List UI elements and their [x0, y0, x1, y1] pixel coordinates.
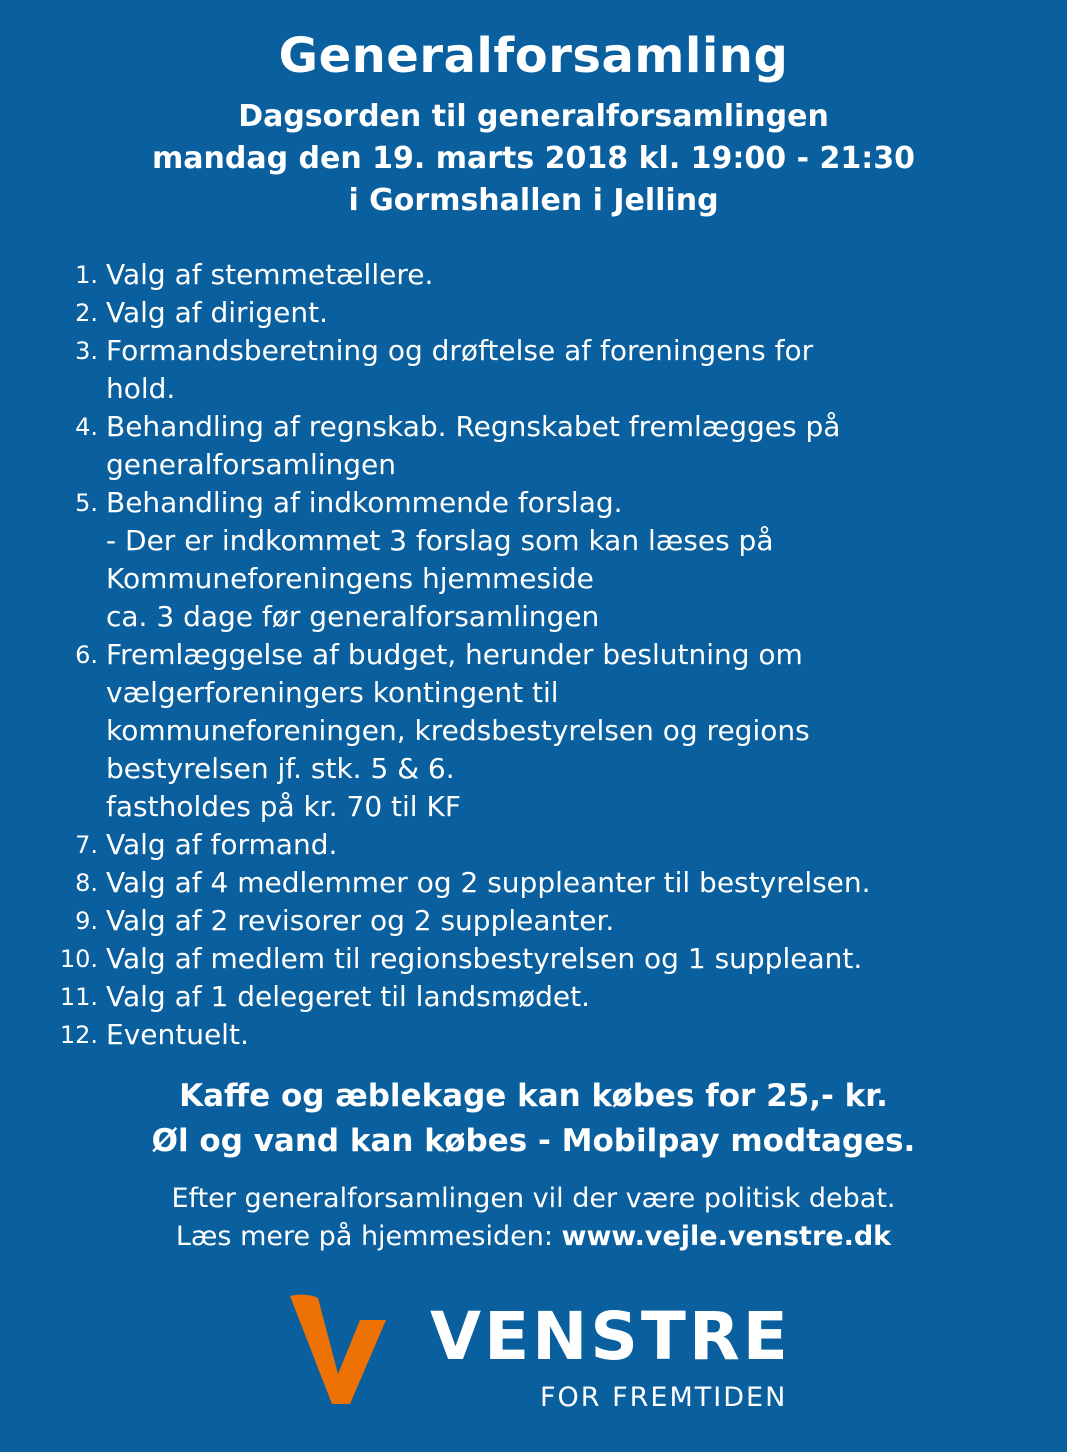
agenda-item-line: Behandling af regnskab. Regnskabet fremlægges på — [106, 410, 841, 443]
agenda-item-number: 2. — [75, 299, 98, 327]
agenda-item-line: generalforsamlingen — [106, 448, 396, 481]
agenda-item-text — [106, 940, 1067, 978]
agenda-item-text — [106, 332, 1067, 408]
agenda-item — [0, 256, 1067, 294]
agenda-item-number: 6. — [75, 641, 98, 669]
agenda-item-line: fastholdes på kr. 70 til KF — [106, 790, 461, 823]
refreshments-notice — [0, 1074, 1067, 1164]
agenda-item-number: 12. — [59, 1021, 98, 1049]
agenda-item-line: Valg af formand. — [106, 828, 338, 861]
subtitle-line: mandag den 19. marts 2018 kl. 19:00 - 21:30 — [152, 141, 915, 176]
agenda-item-text — [106, 294, 1067, 332]
agenda-item-text — [106, 864, 1067, 902]
agenda-item-line: vælgerforeningers kontingent til — [106, 676, 559, 709]
agenda-item-line: Valg af dirigent. — [106, 296, 328, 329]
agenda-item — [0, 978, 1067, 1016]
subtitle-line: i Gormshallen i Jelling — [348, 183, 719, 218]
v-logo-icon — [288, 1292, 388, 1407]
agenda-item-line: Valg af 2 revisorer og 2 suppleanter. — [106, 904, 615, 937]
logo-tagline: FOR FREMTIDEN — [540, 1382, 788, 1413]
agenda-item-line: hold. — [106, 372, 176, 405]
agenda-item — [0, 332, 1067, 408]
agenda-item-number: 7. — [75, 831, 98, 859]
agenda-item-line: Valg af stemmetællere. — [106, 258, 434, 291]
agenda-item-number: 3. — [75, 337, 98, 365]
agenda-item-text — [106, 484, 1067, 636]
agenda-item-line: Eventuelt. — [106, 1018, 249, 1051]
agenda-item-line: kommuneforeningen, kredsbestyrelsen og regions — [106, 714, 810, 747]
agenda-item-line: Valg af medlem til regionsbestyrelsen og 1 suppleant. — [106, 942, 863, 975]
agenda-item-line: bestyrelsen jf. stk. 5 & 6. — [106, 752, 455, 785]
website-link[interactable]: www.vejle.venstre.dk — [561, 1221, 892, 1252]
agenda-item-text — [106, 1016, 1067, 1054]
subtitle-line: Dagsorden til generalforsamlingen — [238, 99, 829, 134]
refreshments-line: Øl og vand kan købes - Mobilpay modtages. — [151, 1123, 916, 1159]
agenda-item-text — [106, 408, 1067, 484]
agenda-item-number: 1. — [75, 261, 98, 289]
agenda-item-text — [106, 826, 1067, 864]
agenda-item — [0, 864, 1067, 902]
agenda-item-line: Fremlæggelse af budget, herunder beslutning om — [106, 638, 803, 671]
logo-wordmark: VENSTRE — [430, 1298, 791, 1375]
agenda-item-number: 10. — [59, 945, 98, 973]
agenda-item-line: Valg af 1 delegeret til landsmødet. — [106, 980, 590, 1013]
agenda-item-line: - Der er indkommet 3 forslag som kan læses på — [106, 524, 774, 557]
agenda-item — [0, 902, 1067, 940]
agenda-item — [0, 294, 1067, 332]
agenda-item-line: Kommuneforeningens hjemmeside — [106, 562, 594, 595]
agenda-item-number: 8. — [75, 869, 98, 897]
agenda-item — [0, 408, 1067, 484]
page-title: Generalforsamling — [278, 28, 789, 84]
agenda-item-number: 5. — [75, 489, 98, 517]
debate-info: Efter generalforsamlingen vil der være politisk debat. — [171, 1183, 896, 1214]
venstre-logo — [288, 1292, 791, 1422]
agenda-item-number: 4. — [75, 413, 98, 441]
website-info — [0, 1218, 1067, 1256]
agenda-item-number: 9. — [75, 907, 98, 935]
agenda-item-text — [106, 902, 1067, 940]
agenda-item — [0, 636, 1067, 826]
agenda-list — [0, 256, 1067, 1054]
agenda-item-text — [106, 256, 1067, 294]
agenda-item-line: Formandsberetning og drøftelse af foreningens for — [106, 334, 814, 367]
refreshments-line: Kaffe og æblekage kan købes for 25,- kr. — [179, 1078, 888, 1114]
agenda-item-text — [106, 636, 1067, 826]
agenda-item-line: ca. 3 dage før generalforsamlingen — [106, 600, 600, 633]
agenda-item — [0, 1016, 1067, 1054]
website-prefix: Læs mere på hjemmesiden: — [175, 1221, 562, 1252]
agenda-item-text — [106, 978, 1067, 1016]
agenda-item — [0, 484, 1067, 636]
agenda-item-line: Valg af 4 medlemmer og 2 suppleanter til bestyrelsen. — [106, 866, 871, 899]
agenda-item — [0, 940, 1067, 978]
info-block — [0, 1180, 1067, 1256]
agenda-item — [0, 826, 1067, 864]
agenda-item-line: Behandling af indkommende forslag. — [106, 486, 623, 519]
agenda-subtitle — [0, 96, 1067, 222]
agenda-item-number: 11. — [59, 983, 98, 1011]
